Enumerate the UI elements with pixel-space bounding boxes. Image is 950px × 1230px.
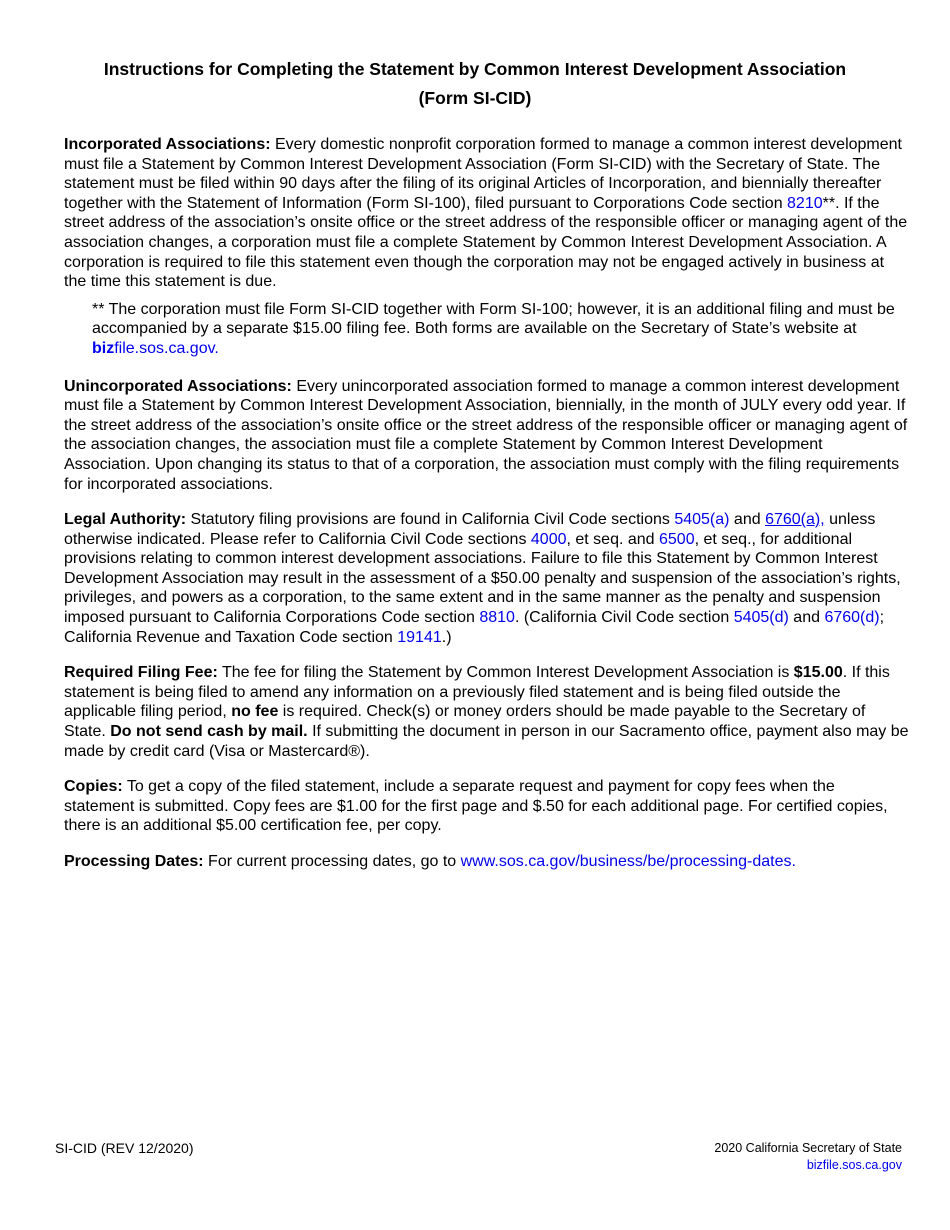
incorporated-text-1: Every domestic nonprofit corporation formed to manage a common interest development must file a Statement by Common Interest Development Association (Form SI-CID) with the Secretary of State. The statement must be filed within 90 days after the filing of its original Articles of Incorporation, and biennially thereafter together with the Statement of Information (Form SI-100), filed pursuant to Corporations Code section	[64, 136, 902, 212]
legal-text-5: , et seq., for additional provisions relating to common interest development associations. Failure to file this Statement by Common Interest Development Association may result in the assessment of a $50.00 penalty and suspension of the association’s rights, privileges, and powers as a corporation, to the same extent and in the same manner as the penalty and suspension imposed pursuant to California Corporations Code section	[64, 530, 901, 627]
instructions-body	[64, 135, 909, 888]
no-cash-warning: Do not send cash by mail.	[110, 723, 308, 741]
form-revision: SI-CID (REV 12/2020)	[55, 1140, 194, 1156]
link-5405a[interactable]: 5405(a)	[674, 511, 730, 529]
unincorporated-label: Unincorporated Associations:	[64, 377, 292, 395]
unincorporated-paragraph	[64, 377, 909, 495]
unincorporated-text: Every unincorporated association formed to manage a common interest development must file a Statement by Common Interest Development Association, biennially, in the month of JULY every odd year. If the street address of the association’s onsite office or the street address of the responsible officer or managing agent of the association changes, the association must file a complete Statement by Common Interest Development Association. Upon changing its status to that of a corporation, the association must comply with the filing requirements for incorporated associations.	[64, 377, 908, 493]
note-text: ** The corporation must file Form SI-CID together with Form SI-100; however, it is an additional filing and must be accompanied by a separate $15.00 filing fee. Both forms are available on the Secretary of State’s website at	[92, 300, 895, 338]
processing-text: For current processing dates, go to	[203, 853, 461, 870]
fee-amount: $15.00	[793, 664, 843, 682]
fee-text-3: is required. Check(s) or money orders should be made payable to the Secretary of State.	[64, 703, 866, 741]
fee-text-1: The fee for filing the Statement by Common Interest Development Association is	[217, 664, 794, 682]
legal-text-4: , et seq. and	[566, 530, 659, 548]
link-4000[interactable]: 4000	[530, 530, 567, 548]
processing-paragraph	[64, 852, 909, 872]
legal-text-9: .)	[441, 628, 452, 646]
legal-text-6: . (California Civil Code section	[514, 609, 734, 627]
link-5405d[interactable]: 5405(d)	[733, 609, 789, 627]
copies-text: To get a copy of the filed statement, include a separate request and payment for copy fees when the statement is submitted. Copy fees are $1.00 for the first page and $.50 for each additional page. For certified copies, there is an additional $5.00 certification fee, per copy.	[64, 778, 888, 835]
title-line-1: Instructions for Completing the Statement by Common Interest Development Association	[103, 59, 847, 79]
incorporated-note	[92, 300, 909, 359]
title-line-2: (Form SI-CID)	[418, 88, 532, 108]
copies-label: Copies:	[64, 778, 123, 796]
legal-text-1: Statutory filing provisions are found in California Civil Code sections	[186, 511, 675, 529]
incorporated-text-2: **. If the street address of the association’s onsite office or the street address of the responsible officer or managing agent of the association changes, a corporation must file a complete Statement by Common Interest Development Association. A corporation is required to file this statement even though the corporation may not be engaged actively in business at the time this statement is due.	[64, 194, 908, 291]
legal-label: Legal Authority:	[64, 511, 187, 529]
processing-end: .	[791, 853, 796, 870]
legal-text-8: ; California Revenue and Taxation Code section	[64, 609, 885, 646]
fee-text-2: . If this statement is being filed to amend any information on a previously filed statement and is being filed outside the applicable filing period,	[64, 664, 890, 721]
processing-dates-link[interactable]: www.sos.ca.gov/business/be/processing-dates	[460, 853, 792, 870]
bizfile-link[interactable]	[92, 340, 219, 357]
bizfile-link-rest: file.sos.ca.gov.	[114, 339, 219, 357]
link-8810[interactable]: 8810	[479, 609, 515, 627]
link-6500[interactable]: 6500	[659, 530, 695, 548]
incorporated-paragraph	[64, 135, 909, 292]
page-title	[40, 55, 910, 113]
legal-text-7: and	[788, 609, 825, 627]
no-fee: no fee	[231, 703, 279, 721]
legal-text-2: and	[729, 511, 766, 529]
fee-label: Required Filing Fee:	[64, 664, 218, 682]
footer-right	[714, 1140, 902, 1174]
copyright-text: 2020 California Secretary of State	[714, 1141, 902, 1155]
fee-text-4: If submitting the document in person in our Sacramento office, payment also may be made by credit card (Visa or Mastercard®).	[64, 723, 909, 760]
bizfile-link-bold: biz	[92, 339, 115, 357]
fee-paragraph	[64, 663, 909, 761]
link-6760d[interactable]: 6760(d)	[824, 609, 880, 627]
copies-paragraph	[64, 777, 909, 836]
incorporated-label: Incorporated Associations:	[64, 136, 271, 153]
legal-text-3: unless otherwise indicated. Please refer to California Civil Code sections	[64, 511, 876, 548]
legal-paragraph	[64, 510, 909, 647]
footer-site-link[interactable]: bizfile.sos.ca.gov	[806, 1158, 902, 1172]
processing-label: Processing Dates:	[64, 853, 204, 870]
link-8210[interactable]: 8210	[787, 194, 823, 212]
link-19141[interactable]: 19141	[397, 628, 442, 646]
link-6760a[interactable]: 6760(a),	[765, 511, 825, 529]
